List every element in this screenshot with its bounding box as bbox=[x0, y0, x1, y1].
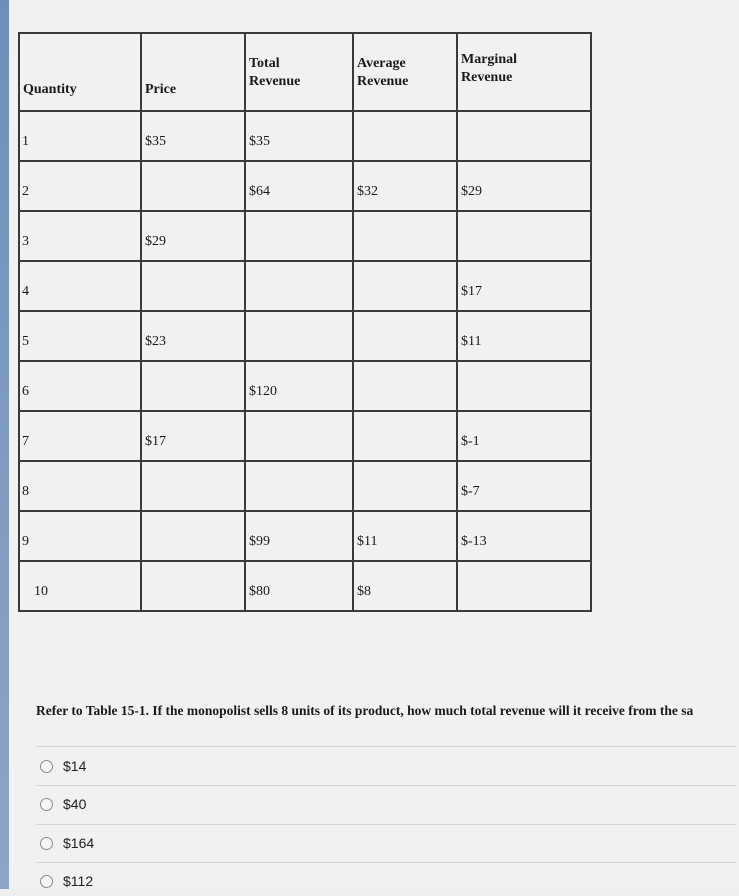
table-row bbox=[19, 411, 591, 461]
header-marginal-revenue bbox=[457, 33, 591, 111]
answer-option-label: $164 bbox=[63, 835, 95, 851]
cell-price: $35 bbox=[141, 111, 245, 161]
cell-average-revenue: $11 bbox=[353, 511, 457, 561]
cell-price bbox=[141, 261, 245, 311]
header-total-revenue-line1: Total bbox=[249, 56, 280, 71]
cell-total-revenue: $120 bbox=[245, 361, 353, 411]
left-edge-strip bbox=[0, 0, 9, 889]
cell-marginal-revenue bbox=[457, 361, 591, 411]
cell-price: $17 bbox=[141, 411, 245, 461]
cell-total-revenue bbox=[245, 211, 353, 261]
table-row bbox=[19, 111, 591, 161]
table-row bbox=[19, 511, 591, 561]
radio-button-icon[interactable] bbox=[40, 798, 53, 811]
cell-marginal-revenue: $29 bbox=[457, 161, 591, 211]
answer-option-label: $40 bbox=[63, 796, 87, 812]
cell-average-revenue bbox=[353, 361, 457, 411]
option-divider bbox=[36, 824, 736, 825]
header-average-revenue bbox=[353, 33, 457, 111]
header-total-revenue-line2: Revenue bbox=[249, 74, 301, 89]
option-divider bbox=[36, 862, 736, 863]
option-divider bbox=[36, 785, 736, 786]
header-marginal-revenue-line2: Revenue bbox=[461, 70, 513, 85]
cell-quantity: 4 bbox=[19, 261, 141, 311]
cell-quantity: 1 bbox=[19, 111, 141, 161]
table-row bbox=[19, 461, 591, 511]
table-header-row bbox=[19, 33, 591, 111]
cell-total-revenue: $80 bbox=[245, 561, 353, 611]
table-row bbox=[19, 211, 591, 261]
cell-marginal-revenue bbox=[457, 111, 591, 161]
cell-quantity: 8 bbox=[19, 461, 141, 511]
cell-total-revenue bbox=[245, 311, 353, 361]
radio-button-icon[interactable] bbox=[40, 760, 53, 773]
radio-button-icon[interactable] bbox=[40, 837, 53, 850]
cell-price bbox=[141, 511, 245, 561]
cell-price bbox=[141, 461, 245, 511]
header-total-revenue bbox=[245, 33, 353, 111]
answer-option-label: $112 bbox=[63, 873, 94, 889]
cell-average-revenue bbox=[353, 211, 457, 261]
cell-average-revenue: $32 bbox=[353, 161, 457, 211]
table-row bbox=[19, 361, 591, 411]
cell-quantity: 3 bbox=[19, 211, 141, 261]
revenue-table bbox=[18, 32, 592, 612]
header-average-revenue-line2: Revenue bbox=[357, 74, 409, 89]
cell-average-revenue bbox=[353, 261, 457, 311]
cell-total-revenue: $64 bbox=[245, 161, 353, 211]
answer-option-2[interactable] bbox=[40, 789, 86, 819]
cell-price: $23 bbox=[141, 311, 245, 361]
cell-price bbox=[141, 361, 245, 411]
cell-total-revenue: $99 bbox=[245, 511, 353, 561]
cell-quantity: 7 bbox=[19, 411, 141, 461]
cell-total-revenue bbox=[245, 411, 353, 461]
answer-option-4[interactable] bbox=[40, 866, 93, 896]
cell-marginal-revenue: $-13 bbox=[457, 511, 591, 561]
cell-average-revenue bbox=[353, 461, 457, 511]
cell-quantity: 2 bbox=[19, 161, 141, 211]
cell-price bbox=[141, 561, 245, 611]
cell-total-revenue bbox=[245, 261, 353, 311]
answer-option-label: $14 bbox=[63, 758, 87, 774]
cell-marginal-revenue: $17 bbox=[457, 261, 591, 311]
table-row bbox=[19, 311, 591, 361]
cell-average-revenue bbox=[353, 311, 457, 361]
cell-average-revenue bbox=[353, 411, 457, 461]
question-text: Refer to Table 15-1. If the monopolist sells 8 units of its product, how much total revenue will it receive from the sa bbox=[36, 703, 694, 718]
answer-option-1[interactable] bbox=[40, 751, 86, 781]
cell-marginal-revenue: $-7 bbox=[457, 461, 591, 511]
cell-average-revenue: $8 bbox=[353, 561, 457, 611]
cell-marginal-revenue bbox=[457, 561, 591, 611]
table-row bbox=[19, 561, 591, 611]
cell-price bbox=[141, 161, 245, 211]
cell-marginal-revenue bbox=[457, 211, 591, 261]
option-divider bbox=[36, 746, 736, 747]
cell-quantity: 6 bbox=[19, 361, 141, 411]
cell-quantity: 5 bbox=[19, 311, 141, 361]
cell-price: $29 bbox=[141, 211, 245, 261]
cell-total-revenue bbox=[245, 461, 353, 511]
cell-total-revenue: $35 bbox=[245, 111, 353, 161]
answer-option-3[interactable] bbox=[40, 828, 94, 858]
cell-quantity: 9 bbox=[19, 511, 141, 561]
table-row bbox=[19, 161, 591, 211]
cell-marginal-revenue: $-1 bbox=[457, 411, 591, 461]
radio-button-icon[interactable] bbox=[40, 875, 53, 888]
cell-marginal-revenue: $11 bbox=[457, 311, 591, 361]
cell-average-revenue bbox=[353, 111, 457, 161]
header-quantity: Quantity bbox=[19, 33, 141, 111]
table-row bbox=[19, 261, 591, 311]
cell-quantity: 10 bbox=[19, 561, 141, 611]
header-marginal-revenue-line1: Marginal bbox=[461, 52, 517, 67]
header-average-revenue-line1: Average bbox=[357, 56, 406, 71]
header-price: Price bbox=[141, 33, 245, 111]
